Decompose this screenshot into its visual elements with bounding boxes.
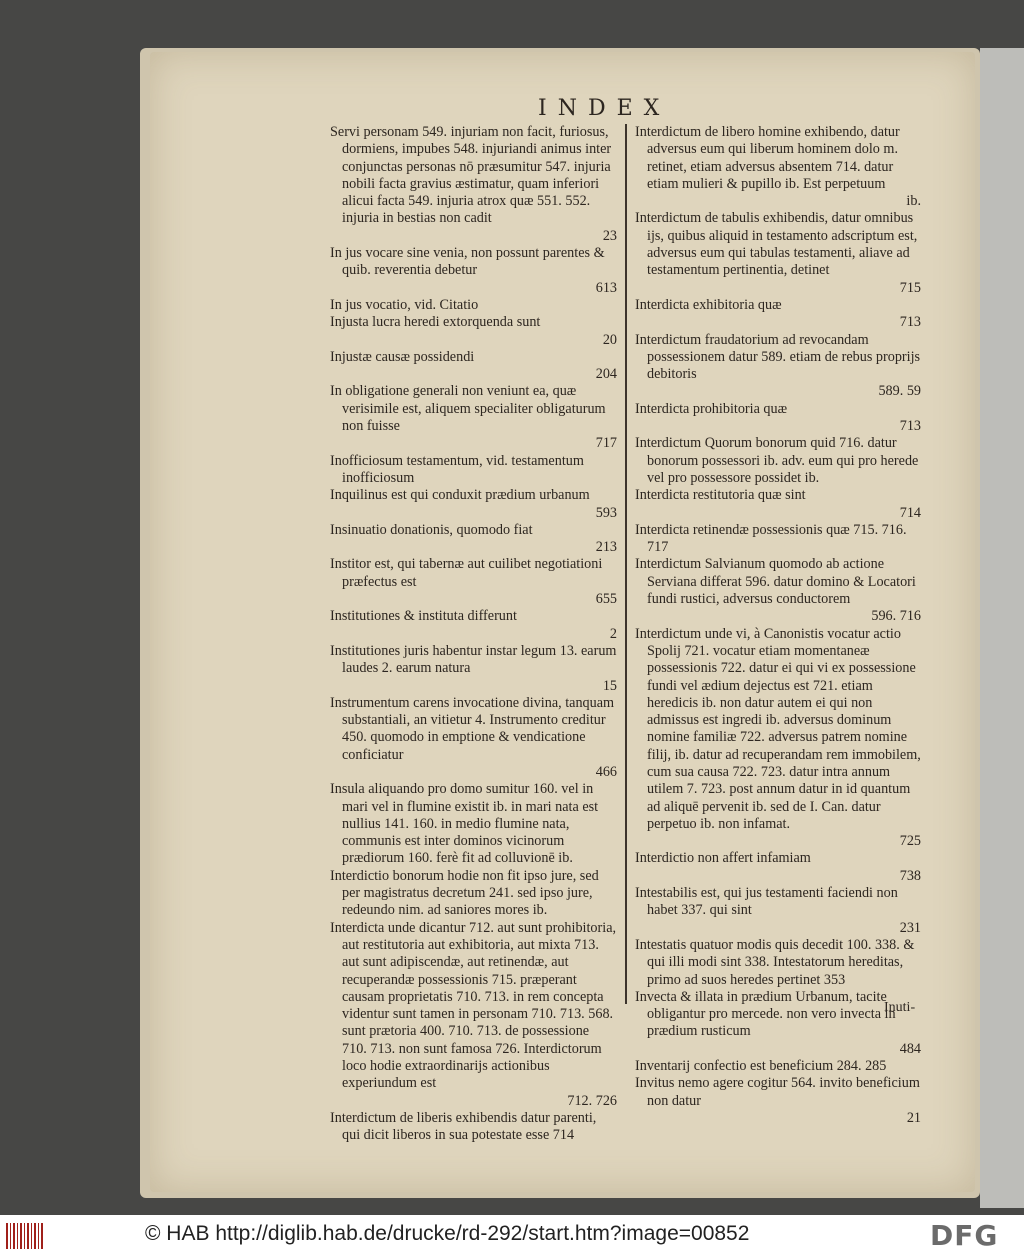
- page-header: INDEX: [538, 96, 671, 121]
- index-entry-text: Interdictio non affert infamiam: [635, 850, 811, 867]
- index-entry: [330, 349, 617, 384]
- index-entry-page: 2: [609, 625, 617, 642]
- index-entry: [635, 332, 921, 401]
- index-entry: [635, 487, 921, 522]
- index-entry: [635, 556, 921, 625]
- index-entry: [635, 522, 921, 557]
- index-entry-text: Inofficiosum testamentum, vid. testamentum inofficiosum: [330, 452, 584, 486]
- index-entry-text: Servi personam 549. injuriam non facit, furiosus, dormiens, impubes 548. injuriandi animus inter conjunctas personas nō præsumitur 547. injuria nobili facta gravius æstimatur, quam inferiori alicui facta 549. injuria atrox quæ 551. 552. injuria in bestias non cadit: [330, 124, 612, 227]
- index-entry-text: Interdicta unde dicantur 712. aut sunt prohibitoria, aut restitutoria aut exhibitoria, aut mixta 713. aut sunt adipiscendæ, aut retinendæ, aut recuperandæ possessionis 715. præperant causam proprietatis 710. 713. in rem concepta videntur sunt tamen in personam 710. 713. 568. sunt prætoria 400. 710. 713. de possessione 710. 713. non sunt famosa 726. Interdictorum loco hodie extraordinarijs actionibus experiundum est: [330, 919, 617, 1092]
- index-entry: [330, 297, 617, 314]
- index-entry-text: Instrumentum carens invocatione divina, tanquam substantiali, an vitietur 4. Instrumento creditur 450. quomodo in emptione & vendicatione conficiatur: [330, 694, 615, 763]
- index-entry-text: Interdictum de liberis exhibendis datur parenti, qui dicit liberos in sua potestate esse 714: [330, 1109, 597, 1144]
- catchword: Inuti-: [884, 1000, 916, 1015]
- index-entry: [330, 781, 617, 867]
- index-entry-page: 231: [899, 919, 921, 936]
- index-entry: [330, 314, 617, 349]
- index-entry: [635, 297, 921, 332]
- index-entry: [330, 556, 617, 608]
- index-entry-text: Insinuatio donationis, quomodo fiat: [330, 521, 533, 538]
- index-entry: [635, 1058, 921, 1075]
- index-entry-page: 714: [899, 504, 921, 521]
- index-entry-page: 596. 716: [871, 608, 921, 625]
- index-entry-page: 593: [595, 504, 617, 521]
- index-entry-page: 15: [602, 677, 617, 694]
- index-entry-text: In jus vocare sine venia, non possunt parentes & quib. reverentia debetur: [330, 245, 605, 279]
- index-entry: [330, 383, 617, 452]
- index-entry: [330, 695, 617, 781]
- index-entry: [635, 885, 921, 937]
- index-entry: [330, 868, 617, 920]
- index-entry-text: Invitus nemo agere cogitur 564. invito beneficium non datur: [635, 1075, 920, 1109]
- index-entry-page: 715: [899, 279, 921, 296]
- index-entry-page: 717: [595, 435, 617, 452]
- index-entry-page: 712. 726: [567, 1092, 617, 1109]
- index-entry-text: Institutiones juris habentur instar legum 13. earum laudes 2. earum natura: [330, 642, 617, 677]
- index-entry-text: Interdicta prohibitoria quæ: [635, 400, 788, 417]
- index-entry: [330, 487, 617, 522]
- index-entry: [330, 920, 617, 1110]
- index-entry-text: Interdictum fraudatorium ad revocandam possessionem datur 589. etiam de rebus proprijs debitoris: [635, 331, 921, 383]
- dfg-logo: DFG: [930, 1219, 999, 1252]
- index-entry-page: 20: [602, 331, 617, 348]
- index-entry-page: 204: [595, 366, 617, 383]
- index-entry-page: 655: [595, 591, 617, 608]
- index-entry-text: Injustæ causæ possidendi: [330, 348, 475, 365]
- index-entry-text: Invecta & illata in prædium Urbanum, tacite obligantur pro mercede. non vero invecta in prædium rusticum: [635, 988, 896, 1040]
- index-entry: [635, 626, 921, 851]
- index-entry-page: 23: [602, 227, 617, 244]
- index-entry: [330, 453, 617, 488]
- index-entry: [330, 608, 617, 643]
- index-entry-page: 713: [899, 418, 921, 435]
- index-entry: [635, 124, 921, 210]
- index-entry-text: Institutiones & instituta differunt: [330, 608, 517, 625]
- index-column-left: [330, 124, 617, 1145]
- index-entry-text: Interdicta retinendæ possessionis quæ 715. 716. 717: [635, 521, 907, 556]
- index-entry: [635, 989, 921, 1058]
- index-entry-text: Insula aliquando pro domo sumitur 160. vel in mari vel in flumine existit ib. in mari nata est nullius 141. 160. in medio flumine nata, communis est inter dominos vicinorum prædiorum 160. ferè fit ad colluvionē ib.: [330, 781, 599, 867]
- index-entry-text: Intestatis quatuor modis quis decedit 100. 338. & qui illi modi sint 338. Intestatorum hereditas, primo ad suos heredes pertinet 353: [635, 936, 915, 988]
- index-entry: [330, 643, 617, 695]
- index-entry-text: Interdicta exhibitoria quæ: [635, 296, 782, 313]
- index-entry: [635, 210, 921, 296]
- footer-bar: [0, 1215, 1024, 1255]
- index-entry-page: 589. 59: [878, 383, 921, 400]
- index-entry-text: Inventarij confectio est beneficium 284. 285: [635, 1058, 887, 1075]
- index-entry-page: 738: [899, 867, 921, 884]
- index-entry: [635, 1075, 921, 1127]
- index-entry: [330, 245, 617, 297]
- index-entry-text: Intestabilis est, qui jus testamenti faciendi non habet 337. qui sint: [635, 885, 898, 919]
- index-entry-text: Interdicta restitutoria quæ sint: [635, 487, 806, 504]
- index-entry-text: Interdictum Salvianum quomodo ab actione Serviana differat 596. datur domino & Locatori fundi rustici, adversus conductorem: [635, 556, 916, 608]
- facing-page-strip: [980, 48, 1024, 1208]
- hab-logo-icon: [6, 1223, 44, 1249]
- index-entry-page: 466: [595, 763, 617, 780]
- copyright-link[interactable]: © HAB http://diglib.hab.de/drucke/rd-292/start.htm?image=00852: [145, 1222, 750, 1245]
- index-entry: [330, 522, 617, 557]
- index-entry-page: 213: [595, 539, 617, 556]
- index-entry-text: Interdictum Quorum bonorum quid 716. datur bonorum possessori ib. adv. eum qui pro herede vel pro possessore possidet ib.: [635, 435, 919, 486]
- column-divider: [625, 124, 627, 1004]
- index-entry-text: In jus vocatio, vid. Citatio: [330, 296, 479, 313]
- index-entry-page: 613: [595, 279, 617, 296]
- index-entry-text: Institor est, qui tabernæ aut cuilibet negotiationi præfectus est: [330, 556, 603, 590]
- index-entry: [635, 850, 921, 885]
- index-entry-text: In obligatione generali non veniunt ea, quæ verisimile est, aliquem specialiter obligaturum non fuisse: [330, 383, 606, 435]
- index-entry-text: Interdictio bonorum hodie non fit ipso jure, sed per magistratus decretum 241. sed ipso jure, redeundo nim. ad saniores mores ib.: [330, 867, 599, 919]
- index-entry: [330, 1110, 617, 1145]
- index-entry-text: Interdictum de libero homine exhibendo, datur adversus eum qui liberum hominem dolo m. retinet, etiam adversus absentem 714. datur etiam mulieri & pupillo ib. Est perpetuum: [635, 124, 900, 192]
- index-column-right: [635, 124, 921, 1127]
- index-entry: [635, 435, 921, 487]
- index-entry-page: 21: [906, 1109, 921, 1126]
- index-entry-page: 713: [899, 314, 921, 331]
- index-entry-text: Interdictum unde vi, à Canonistis vocatur actio Spolij 721. vocatur etiam momentaneæ possessionis 722. datur ei qui vi ex possessione fundi vel ædium dejectus est 721. etiam heredicis ib. non datur autem ei qui non admissus est ingredi ib. adversus dominum nomine familiæ 722. adversus patrem nomine filij, ib. datur ad recuperandam rem immobilem, cum sua causa 722. 723. datur intra annum utilem 7. 723. post annum datur in id quantum ad aliquē pervenit ib. sed de I. Can. datur perpetuo ib. non infamat.: [635, 625, 921, 832]
- index-entry-text: Interdictum de tabulis exhibendis, datur omnibus ijs, quibus aliquid in testamento adscriptum est, adversus eum qui tabulas testamenti, aliave ad testamentum pertinentia, detinet: [635, 210, 918, 279]
- index-entry-page: 725: [899, 833, 921, 850]
- index-entry-text: Inquilinus est qui conduxit prædium urbanum: [330, 487, 590, 504]
- index-entry-text: Injusta lucra heredi extorquenda sunt: [330, 314, 541, 331]
- index-entry-page: ib.: [906, 193, 921, 210]
- index-entry: [635, 401, 921, 436]
- index-entry: [635, 937, 921, 989]
- index-entry: [330, 124, 617, 245]
- index-entry-page: 484: [899, 1040, 921, 1057]
